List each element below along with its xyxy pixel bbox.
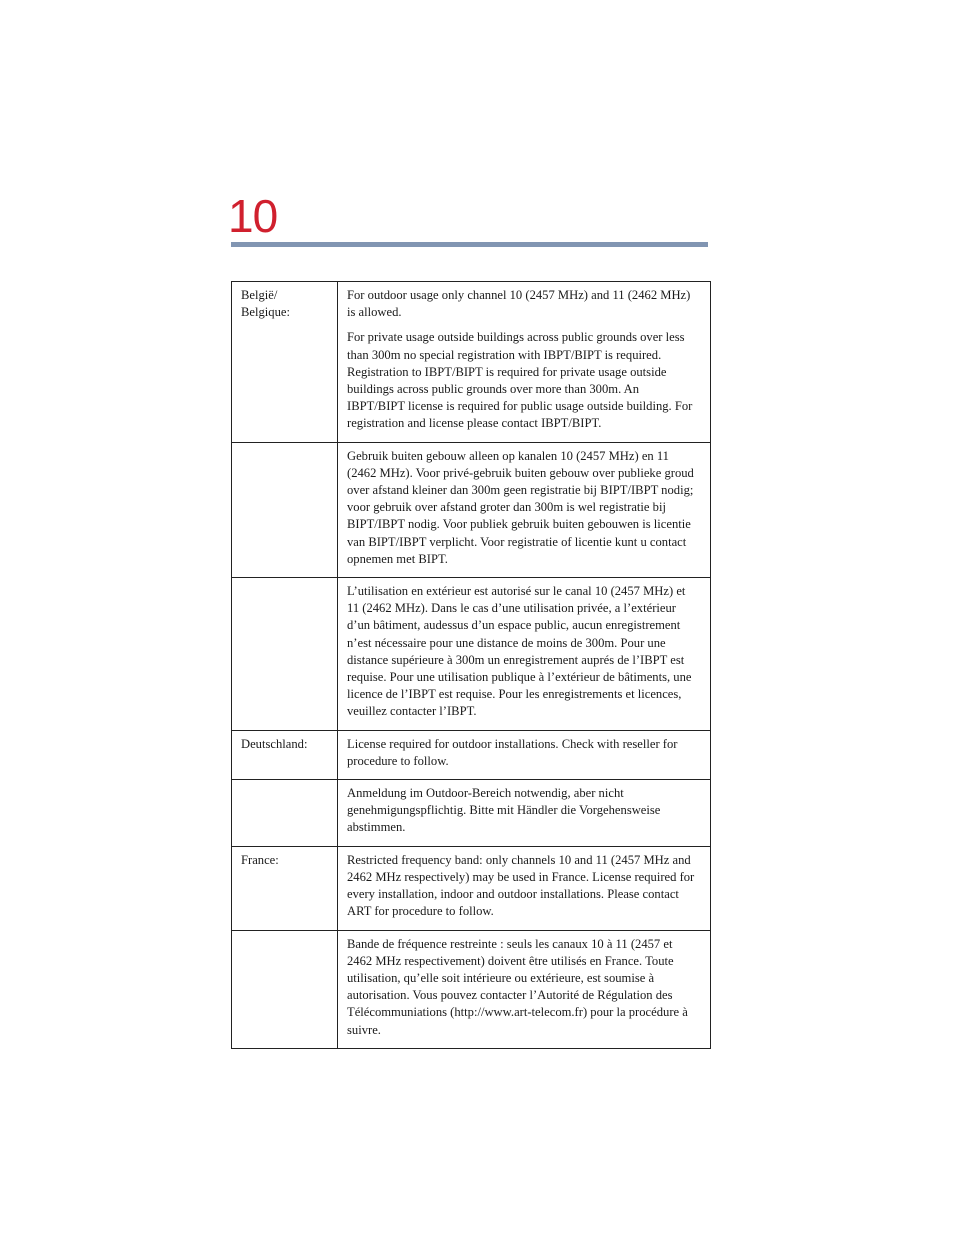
- country-cell: [232, 846, 338, 930]
- regulation-text-cell: [338, 930, 711, 1048]
- country-cell: [232, 578, 338, 731]
- country-label: Deutschland:: [241, 736, 308, 751]
- regulation-text-cell: [338, 780, 711, 847]
- regulatory-table-body: [232, 282, 711, 1049]
- regulation-text-cell: [338, 578, 711, 731]
- country-cell: [232, 282, 338, 443]
- chapter-number: 10: [228, 190, 278, 242]
- table-row: [232, 442, 711, 577]
- country-label: België/ Belgique:: [241, 288, 290, 320]
- table-row: [232, 846, 711, 930]
- table-row: [232, 578, 711, 731]
- regulation-text-cell: [338, 846, 711, 930]
- regulation-text-cell: [338, 442, 711, 577]
- table-row: [232, 780, 711, 847]
- country-cell: [232, 442, 338, 577]
- regulation-paragraph: For outdoor usage only channel 10 (2457 MHz) and 11 (2462 MHz) is allowed.: [347, 288, 691, 320]
- regulation-text-cell: [338, 282, 711, 443]
- table-row: [232, 282, 711, 443]
- table-row: [232, 730, 711, 779]
- regulation-paragraph: Gebruik buiten gebouw alleen op kanalen 10 (2457 MHz) en 11 (2462 MHz). Voor privé-gebruik buiten gebouw over publieke groud over afstand kleiner dan 300m geen registratie bij BIPT/IBPT nodig; voor gebruik over afstand groter dan 300m is wel registratie bij BIPT/IBPT nodig. Voor publiek gebruik buiten gebouwen is licentie van BIPT/IBPT verplicht. Voor registratie of licentie kunt u contact opnemen met BIPT.: [347, 448, 694, 566]
- country-label: France:: [241, 852, 279, 867]
- regulatory-table: [231, 281, 711, 1049]
- regulation-paragraph: For private usage outside buildings across public grounds over less than 300m no special registration with IBPT/BIPT is required. Registration to IBPT/BIPT is required for private usage outside buildings across public grounds over more than 300m. An IBPT/BIPT license is required for public usage outside building. For registration and license please contact IBPT/BIPT.: [347, 330, 693, 431]
- country-cell: [232, 780, 338, 847]
- regulation-paragraph: Anmeldung im Outdoor-Bereich notwendig, aber nicht genehmigungspflichtig. Bitte mit Händler die Vorgehensweise abstimmen.: [347, 786, 661, 835]
- country-cell: [232, 930, 338, 1048]
- regulation-paragraph: License required for outdoor installations. Check with reseller for procedure to follow.: [347, 736, 678, 768]
- table-row: [232, 930, 711, 1048]
- regulation-paragraph: Bande de fréquence restreinte : seuls les canaux 10 à 11 (2457 et 2462 MHz respectivement) doivent être utilisés en France. Toute utilisation, qu’elle soit intérieure ou extérieure, est soumise à autorisation. Vous pouvez contacter l’Autorité de Régulation des Télécommuniations (http://www.art-telecom.fr) pour la procédure à suivre.: [347, 936, 688, 1037]
- chapter-rule: [231, 242, 708, 247]
- country-cell: [232, 730, 338, 779]
- regulation-text-cell: [338, 730, 711, 779]
- regulation-paragraph: L’utilisation en extérieur est autorisé sur le canal 10 (2457 MHz) et 11 (2462 MHz). Dans le cas d’une utilisation privée, a l’extérieur d’un bâtiment, audessus d’un espace public, aucun enregistrement n’est nécessaire pour une distance de moins de 300m. Pour une distance supérieure à 300m un enregistrement auprés de l’IBPT est requise. Pour une utilisation publique à l’extérieur de bâtiments, une licence de l’IBPT est requise. Pour les enregistrements et licences, veuillez contacter l’IBPT.: [347, 584, 692, 719]
- regulation-paragraph: Restricted frequency band: only channels 10 and 11 (2457 MHz and 2462 MHz respectively) may be used in France. License required for every installation, indoor and outdoor installations. Please contact ART for procedure to follow.: [347, 852, 695, 919]
